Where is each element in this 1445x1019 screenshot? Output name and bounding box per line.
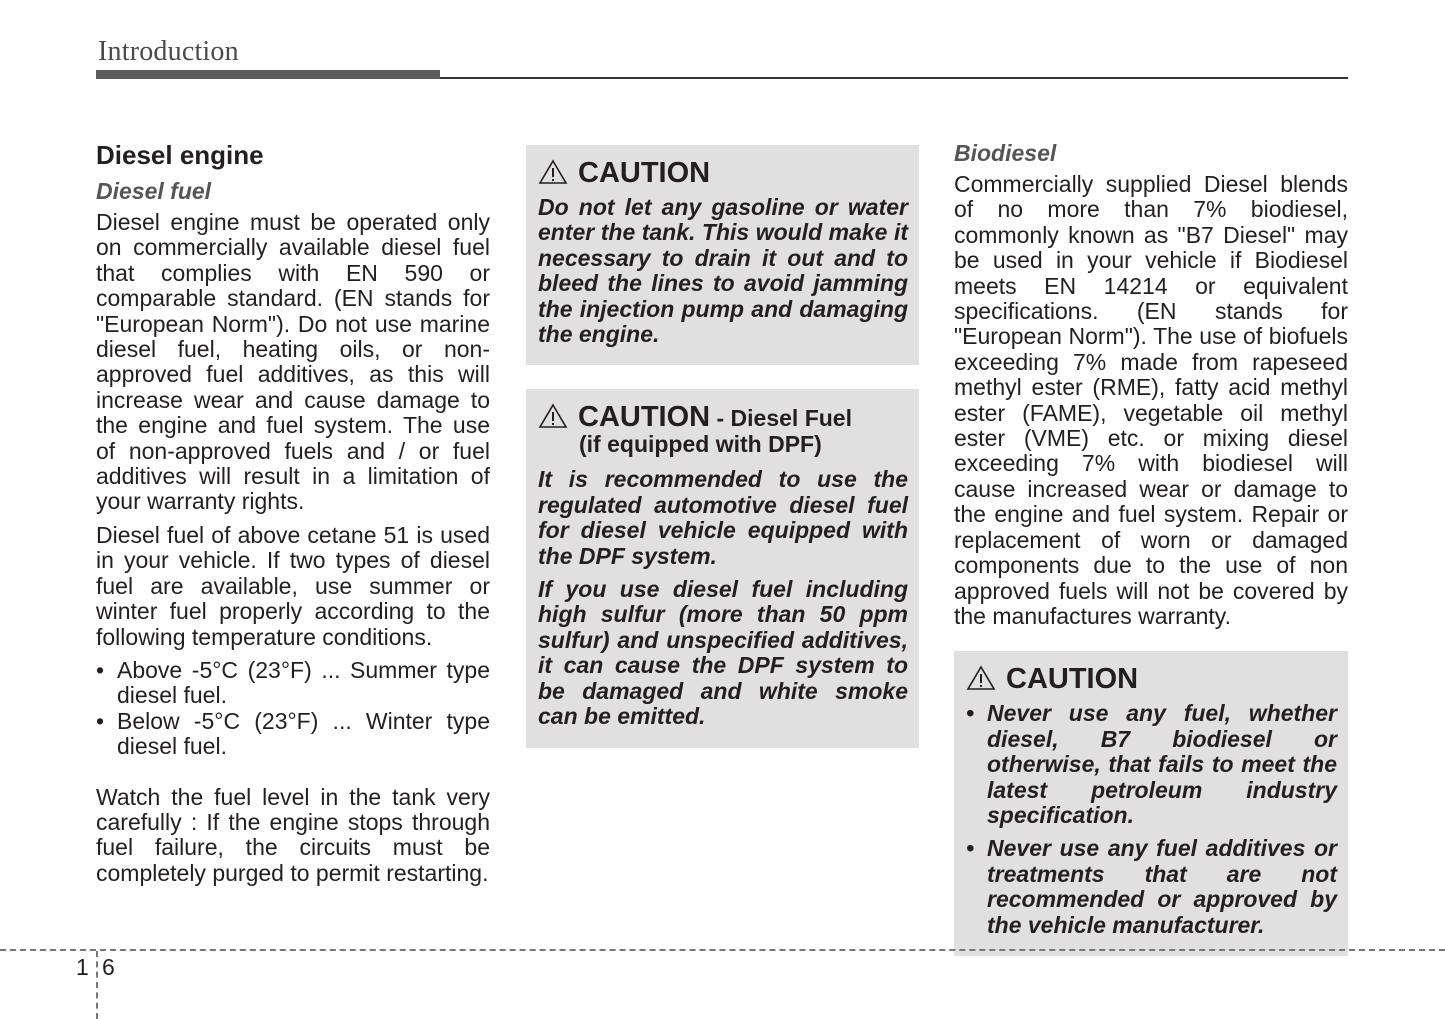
diesel-fuel-paragraph-1: Diesel engine must be operated only on commercially available diesel fuel that complies with EN 590 or comparable standard. (EN stands for "European Norm"). Do not use marine diesel fuel, heating oils, or non-approved fuel additives, as this will increase wear and cause damage to the engine and fuel system. The use of non-approved fuels and / or fuel additives will result in a limitation of your warranty rights. [96,209,490,515]
caution-box-fuel-spec [954,651,1348,956]
header-rule-thick [96,70,440,79]
diesel-engine-heading: Diesel engine [96,140,264,170]
chapter-number: 1 [76,954,89,980]
caution-box-gasoline-water [526,145,919,365]
footer-dashed-divider [96,951,98,1019]
caution-title: CAUTION [1006,663,1139,696]
caution-title: CAUTION [578,401,711,434]
caution-text: Do not let any gasoline or water enter the tank. This would make it necessary to drain it out and to bleed the lines to avoid jamming the injection pump and damaging the engine. [538,194,908,348]
footer-dashed-rule [0,949,1445,951]
caution-subtitle: (if equipped with DPF) [579,431,822,458]
caution-title-suffix: - Diesel Fuel [710,405,852,432]
diesel-fuel-paragraph-2: Diesel fuel of above cetane 51 is used in your vehicle. If two types of diesel fuel are available, use summer or winter fuel properly according to the following temperature conditions. [96,521,490,650]
temperature-list [96,658,490,760]
biodiesel-subheading: Biodiesel [954,140,1057,166]
right-column [954,140,1348,956]
biodiesel-paragraph: Commercially supplied Diesel blends of no more than 7% biodiesel, commonly known as "B7 Diesel" may be used in your vehicle if Biodiesel meets EN 14214 or equivalent specifications. (EN stands for "European Norm"). The use of biofuels exceeding 7% made from rapeseed methyl ester (RME), fatty acid methyl ester (FAME), vegetable oil methyl ester (VME) etc. or mixing diesel exceeding 7% with biodiesel will cause increased wear or damage to the engine and fuel system. Repair or replacement of worn or damaged components due to the use of non approved fuels will not be covered by the manufactures warranty. [954,171,1348,629]
section-header-title: Introduction [98,36,239,67]
caution-title: CAUTION [578,157,711,189]
page-number: 6 [102,954,115,980]
list-item: • Never use any fuel additives or treatments that are not recommended or approved by the vehicle manufacturer. [966,836,1337,938]
caution-text: If you use diesel fuel including high sulfur (more than 50 ppm sulfur) and unspecified additives, it can cause the DPF system to be damaged and white smoke can be emitted. [538,576,908,730]
caution-text: It is recommended to use the regulated automotive diesel fuel for diesel vehicle equipped with the DPF system. [538,466,908,569]
diesel-fuel-paragraph-3: Watch the fuel level in the tank very carefully : If the engine stops through fuel failure, the circuits must be completely purged to permit restarting. [96,783,490,886]
middle-column [526,145,919,748]
caution-list [966,701,1337,938]
list-item: • Never use any fuel, whether diesel, B7 biodiesel or otherwise, that fails to meet the latest petroleum industry specification. [966,701,1337,828]
header-rule-thin [440,77,1348,79]
list-item: • Above -5°C (23°F) ... Summer type diesel fuel. [96,658,490,709]
list-item: • Below -5°C (23°F) ... Winter type diesel fuel. [96,709,490,760]
warning-triangle-icon [538,403,568,429]
left-column [96,140,490,886]
warning-triangle-icon [538,159,568,185]
warning-triangle-icon [966,665,996,691]
diesel-fuel-subheading: Diesel fuel [96,178,212,204]
caution-box-dpf [526,389,919,747]
